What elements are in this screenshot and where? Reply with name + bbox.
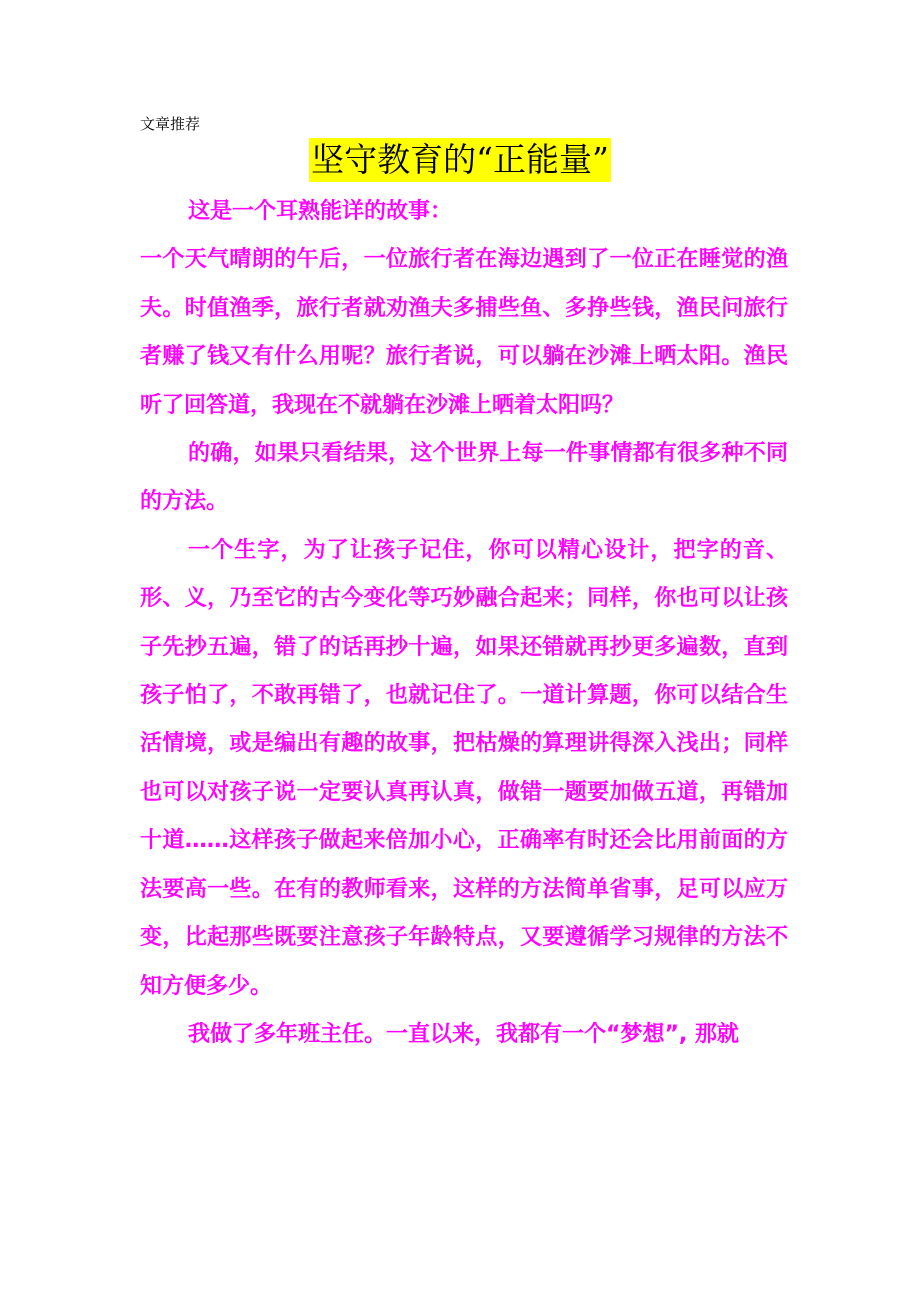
paragraph-story: 一个天气晴朗的午后，一位旅行者在海边遇到了一位正在睡觉的渔夫。时值渔季，旅行者就劝渔夫多捕些鱼、多挣些钱，渔民问旅行者赚了钱又有什么用呢？旅行者说，可以躺在沙滩上晒太阳。渔民听了回答道，我现在不就躺在沙滩上晒着太阳吗？ <box>140 247 788 418</box>
paragraph-examples: 一个生字，为了让孩子记住，你可以精心设计，把字的音、形、义，乃至它的古今变化等巧妙融合起来；同样，你也可以让孩子先抄五遍，错了的话再抄十遍，如果还错就再抄更多遍数，直到孩子怕了，不敢再错了，也就记住了。一道计算题，你可以结合生活情境，或是编出有趣的故事，把枯燥的算理讲得深入浅出；同样也可以对孩子说一定要认真再认真，做错一题要加做五道，再错加十道……这样孩子做起来倍加小心，正确率有时还会比用前面的方法要高一些。在有的教师看来，这样的方法简单省事，足可以应万变，比起那些既要注意孩子年龄特点，又要遵循学习规律的方法不知方便多少。 <box>140 537 788 999</box>
header-tag: 文章推荐 <box>140 115 201 133</box>
article-body <box>140 188 788 1059</box>
title-container <box>0 138 920 182</box>
paragraph-teacher: 我做了多年班主任。一直以来，我都有一个“梦想”, 那就 <box>188 1021 739 1047</box>
paragraph-reflection: 的确，如果只看结果，这个世界上每一件事情都有很多种不同的方法。 <box>140 441 788 515</box>
paragraph-intro: 这是一个耳熟能详的故事： <box>188 199 453 224</box>
article-title: 坚守教育的“正能量” <box>309 138 611 182</box>
